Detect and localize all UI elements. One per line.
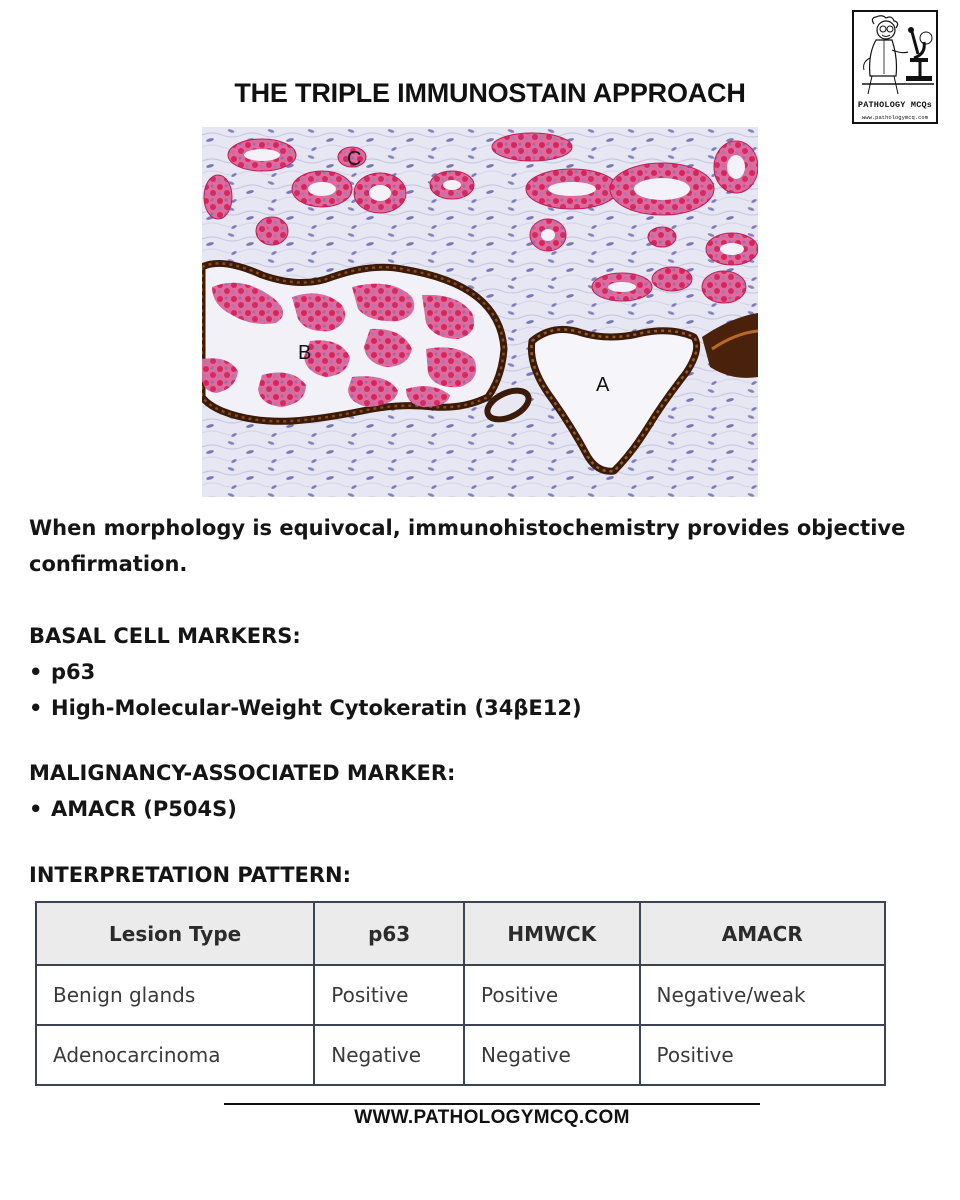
list-item	[29, 690, 939, 726]
label-c: C	[347, 148, 362, 170]
malignancy-item: AMACR (P504S)	[51, 797, 237, 821]
table-cell: Benign glands	[36, 965, 314, 1025]
malignancy-heading: MALIGNANCY-ASSOCIATED MARKER:	[29, 761, 456, 785]
table-row	[36, 965, 885, 1025]
column-header: p63	[314, 902, 464, 965]
table-cell: Negative	[314, 1025, 464, 1085]
table-header-row	[36, 902, 885, 965]
basal-heading: BASAL CELL MARKERS:	[29, 624, 301, 648]
bullet-icon: •	[29, 696, 43, 720]
intro-paragraph: When morphology is equivocal, immunohistochemistry provides objective confirmation.	[29, 516, 906, 576]
interpretation-heading: INTERPRETATION PATTERN:	[29, 863, 352, 887]
logo-title: PATHOLOGY MCQs	[857, 100, 933, 110]
label-b: B	[298, 342, 312, 364]
footer-url[interactable]: WWW.PATHOLOGYMCQ.COM	[354, 1107, 630, 1128]
basal-item: p63	[51, 660, 96, 684]
page-title: THE TRIPLE IMMUNOSTAIN APPROACH	[234, 78, 746, 108]
table-cell: Adenocarcinoma	[36, 1025, 314, 1085]
table-cell: Negative	[464, 1025, 640, 1085]
bullet-icon: •	[29, 797, 43, 821]
list-item	[29, 791, 939, 827]
label-a: A	[596, 374, 610, 396]
interpretation-table	[35, 901, 886, 1085]
basal-item: High-Molecular-Weight Cytokeratin (34βE12)	[51, 696, 582, 720]
column-header: AMACR	[640, 902, 885, 965]
basal-section	[29, 618, 939, 726]
table-cell: Positive	[314, 965, 464, 1025]
column-header: HMWCK	[464, 902, 640, 965]
table-cell: Positive	[464, 965, 640, 1025]
table-cell: Negative/weak	[640, 965, 885, 1025]
column-header: Lesion Type	[36, 902, 314, 965]
bullet-icon: •	[29, 660, 43, 684]
table-row	[36, 1025, 885, 1085]
micrograph-svg	[202, 127, 758, 497]
list-item	[29, 654, 939, 690]
micrograph-image	[202, 127, 758, 497]
footer-divider	[224, 1103, 760, 1105]
table-cell: Positive	[640, 1025, 885, 1085]
malignancy-section	[29, 755, 939, 827]
logo-url: www.pathologymcq.com	[861, 114, 928, 121]
